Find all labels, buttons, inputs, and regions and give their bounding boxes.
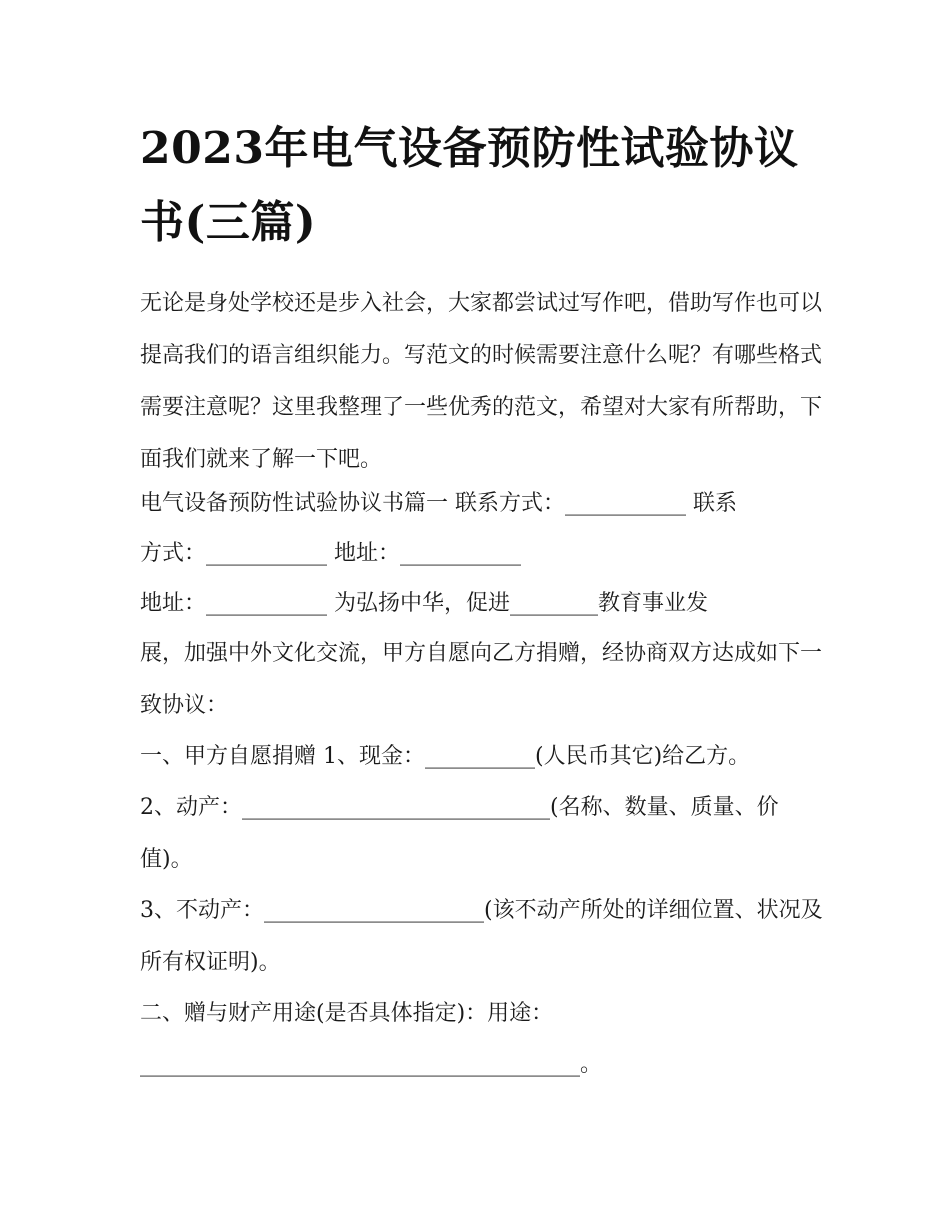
donation-item-cash: 一、甲方自愿捐赠 1、现金：__________(人民币其它)给乙方。 [140,744,751,769]
property-use-blank: ________________________________________。 [140,1052,603,1077]
agreement-paragraph: 展，加强中外文化交流，甲方自愿向乙方捐赠，经协商双方达成如下一致协议： [140,641,823,718]
property-use-label: 二、赠与财产用途(是否具体指定)：用途： [140,1001,554,1026]
donation-item-real-estate: 3、不动产：____________________(该不动产所处的详细位置、状况及所有权证明)。 [140,898,823,975]
contact-address-line: 方式：___________ 地址：___________ [140,541,521,566]
document-title: 2023年电气设备预防性试验协议书(三篇) [140,123,799,248]
intro-paragraph: 无论是身处学校还是步入社会，大家都尝试过写作吧，借助写作也可以提高我们的语言组织能力。写范文的时候需要注意什么呢？有哪些格式需要注意呢？这里我整理了一些优秀的范文，希望对大家有所帮助，下面我们就来了解一下吧。 [140,291,823,472]
section1-contact-line: 电气设备预防性试验协议书篇一 联系方式：___________ 联系 [140,491,737,516]
address-purpose-line: 地址：___________ 为弘扬中华，促进________教育事业发 [140,591,708,616]
donation-item-movable: 2、动产：____________________________(名称、数量、质量、价值)。 [140,795,779,872]
